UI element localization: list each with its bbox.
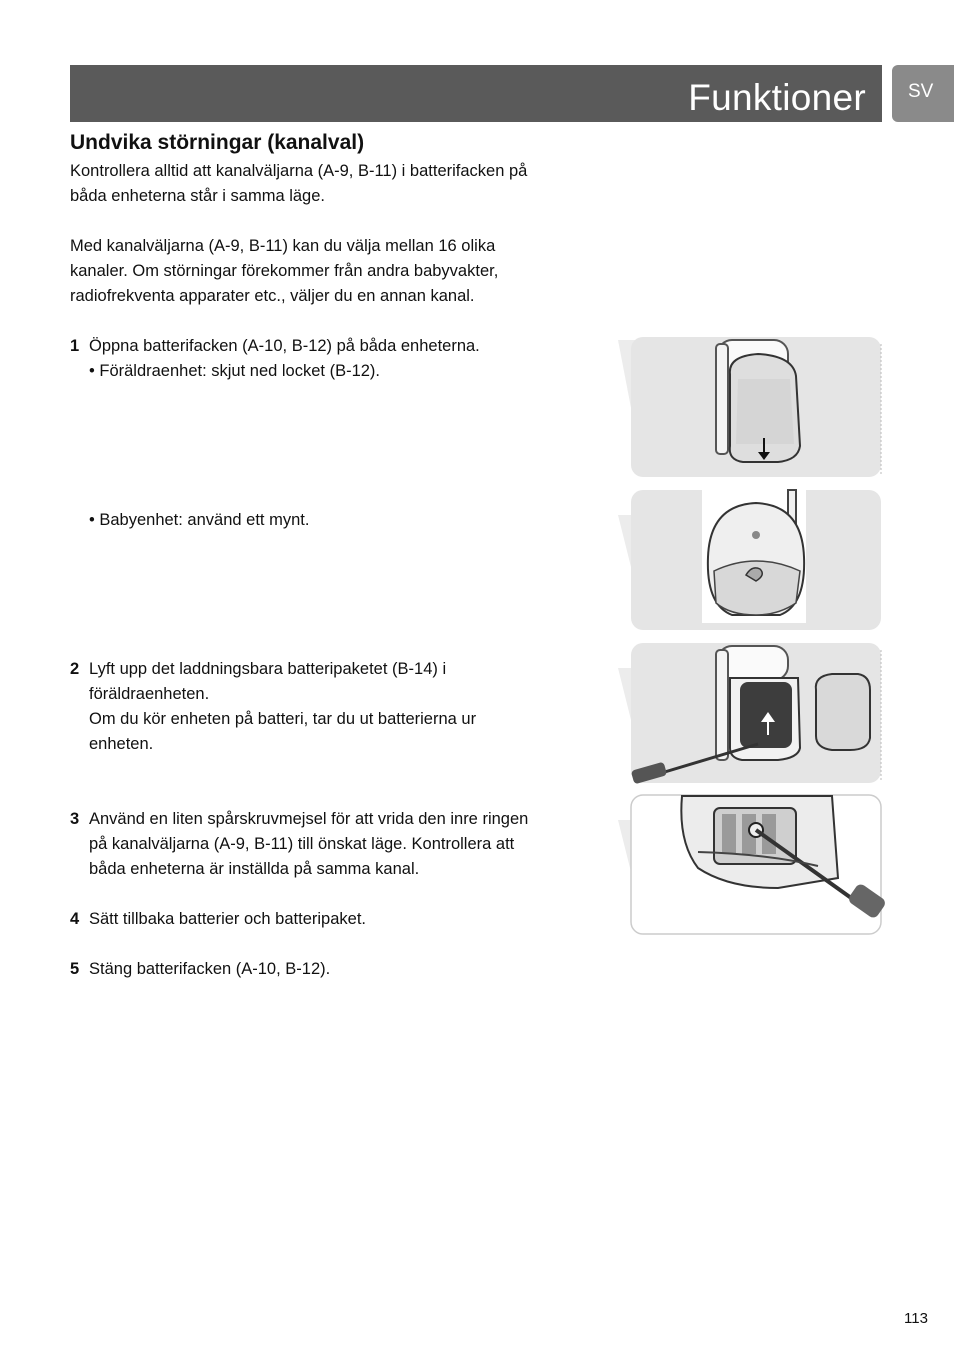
step-2 bbox=[70, 657, 610, 757]
step-text: Öppna batterifacken (A-10, B-12) på båda enheterna. bbox=[89, 337, 480, 355]
step-text: Om du kör enheten på batteri, tar du ut batterierna ur bbox=[89, 710, 477, 728]
intro-paragraph bbox=[70, 159, 610, 209]
intro-line: Kontrollera alltid att kanalväljarna (A-9, B-11) i batterifacken på bbox=[70, 162, 528, 180]
paragraph-line: radiofrekventa apparater etc., väljer du en annan kanal. bbox=[70, 287, 475, 305]
step-number: 3 bbox=[70, 810, 80, 828]
language-label: SV bbox=[908, 81, 934, 102]
illustration-parent-unit-open bbox=[618, 334, 886, 480]
step-text: Använd en liten spårskruvmejsel för att vrida den inre ringen bbox=[89, 810, 529, 828]
illustration-baby-unit-coin bbox=[618, 487, 886, 633]
step-number: 1 bbox=[70, 337, 80, 355]
bullet-parent-unit: • Föräldraenhet: skjut ned locket (B-12). bbox=[89, 362, 380, 380]
intro-line: båda enheterna står i samma läge. bbox=[70, 187, 325, 205]
step-text: på kanalväljarna (A-9, B-11) till önskat läge. Kontrollera att bbox=[89, 835, 515, 853]
step-3 bbox=[70, 807, 610, 882]
bullet-baby-unit: • Babyenhet: använd ett mynt. bbox=[89, 511, 310, 529]
step-text: Lyft upp det laddningsbara batteripaketet (B-14) i bbox=[89, 660, 447, 678]
step-text: Stäng batterifacken (A-10, B-12). bbox=[89, 960, 331, 978]
step-number: 2 bbox=[70, 660, 80, 678]
language-tab bbox=[892, 65, 954, 122]
step-1 bbox=[70, 334, 610, 359]
page-title: Funktioner bbox=[688, 77, 866, 118]
page-number: 113 bbox=[904, 1310, 928, 1327]
step-text: föräldraenheten. bbox=[89, 685, 210, 703]
header-bar bbox=[70, 65, 882, 122]
channel-paragraph bbox=[70, 234, 610, 309]
step-4 bbox=[70, 907, 610, 932]
step-number: 4 bbox=[70, 910, 80, 928]
step-text: båda enheterna är inställda på samma kanal. bbox=[89, 860, 420, 878]
section-title: Undvika störningar (kanalval) bbox=[70, 131, 365, 154]
step-5 bbox=[70, 957, 610, 982]
step-text: Sätt tillbaka batterier och batteripaket. bbox=[89, 910, 366, 928]
paragraph-line: kanaler. Om störningar förekommer från andra babyvakter, bbox=[70, 262, 499, 280]
step-number: 5 bbox=[70, 960, 80, 978]
illustration-lift-battery bbox=[618, 640, 886, 786]
step-text: enheten. bbox=[89, 735, 154, 753]
illustration-screwdriver-channel bbox=[618, 792, 886, 938]
paragraph-line: Med kanalväljarna (A-9, B-11) kan du välja mellan 16 olika bbox=[70, 237, 496, 255]
